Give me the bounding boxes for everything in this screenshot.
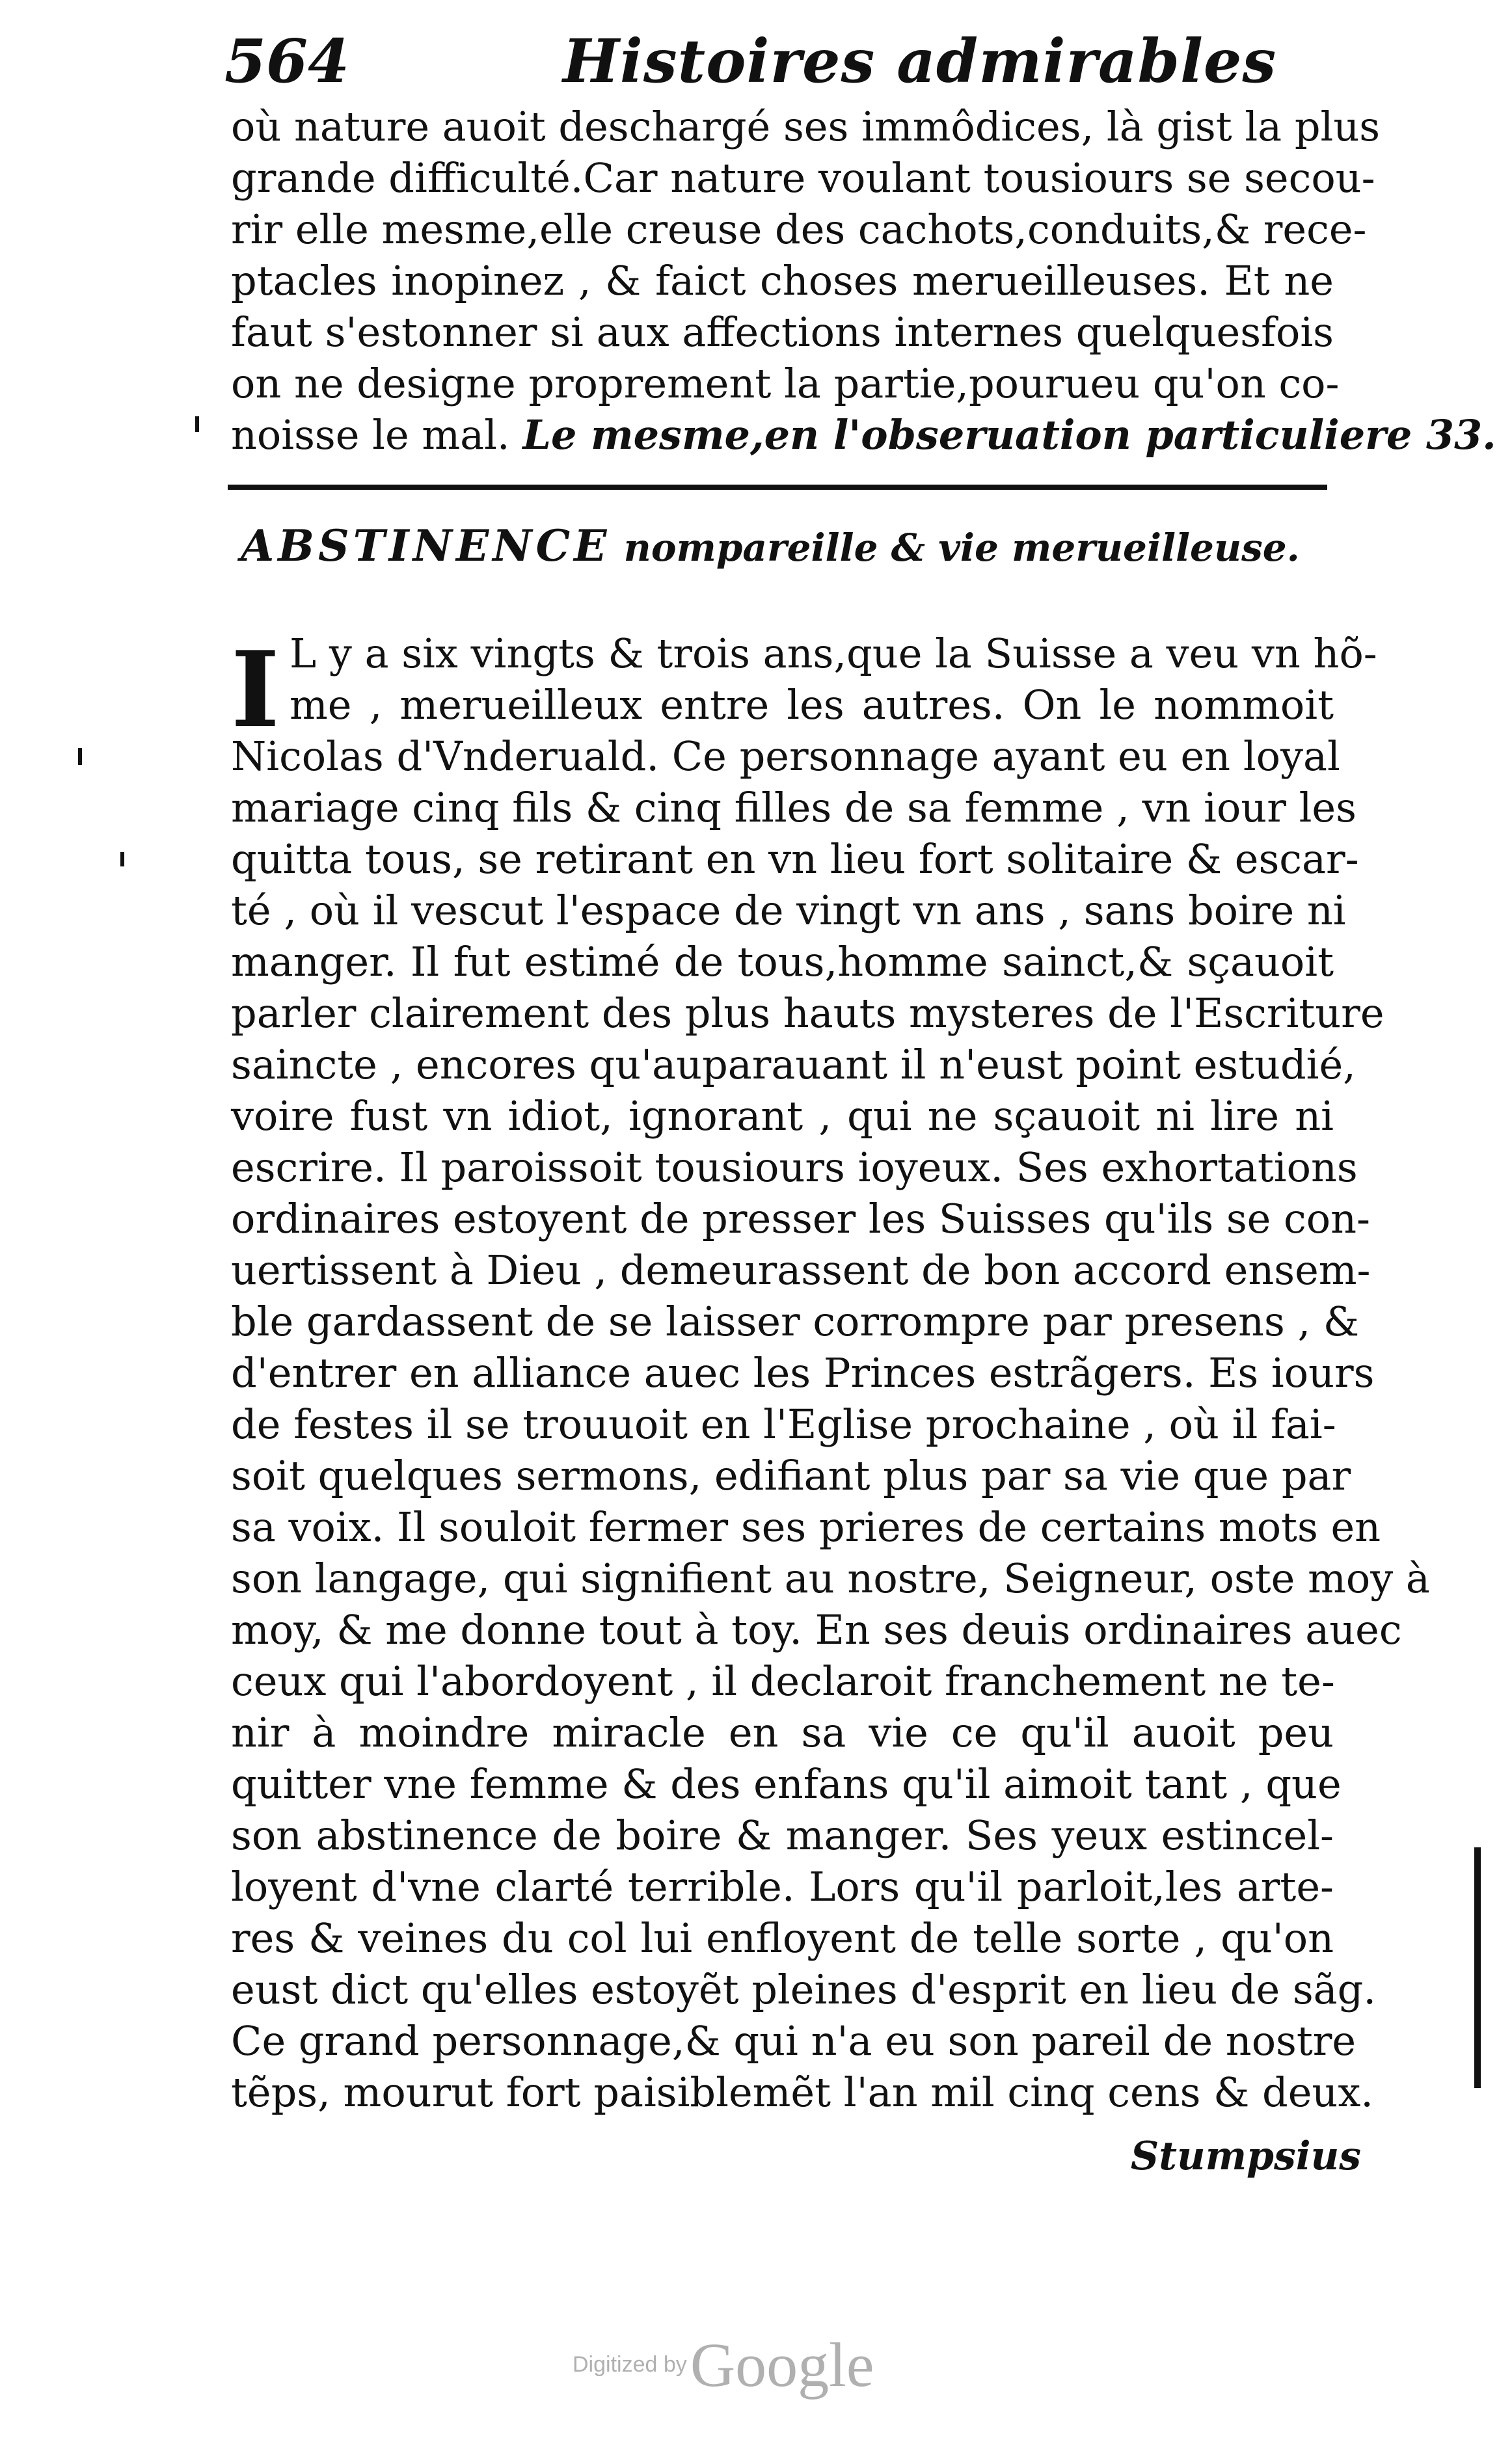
- text-line: uertissent à Dieu , demeurassent de bon accord ensem-: [231, 1246, 1371, 1294]
- text-line: tẽps, mourut fort paisiblemẽt l'an mil cinq cens & deux.: [231, 2069, 1374, 2116]
- heading-caps: ABSTINENCE: [241, 520, 611, 571]
- margin-speck: [195, 416, 199, 432]
- text-line: moy, & me donne tout à toy. En ses deuis ordinaires auec: [231, 1606, 1402, 1654]
- text-line: son langage, qui signifient au nostre, Seigneur, oste moy à: [231, 1555, 1430, 1602]
- text-line-with-source: [231, 409, 1496, 461]
- text-line: voire fust vn idiot, ignorant , qui ne sçauoit ni lire ni: [231, 1092, 1334, 1140]
- text-line: grande difficulté.Car nature voulant tousiours se secou-: [231, 154, 1375, 202]
- text-line: son abstinence de boire & manger. Ses yeux estincel-: [231, 1812, 1334, 1859]
- text-line: escrire. Il paroissoit tousiours ioyeux. Ses exhortations: [231, 1144, 1358, 1191]
- heading-rest: nompareille & vie merueilleuse.: [610, 526, 1300, 570]
- text-line: quitter vne femme & des enfans qu'il aimoit tant , que: [231, 1760, 1342, 1808]
- section-divider: [228, 485, 1327, 490]
- text-line: Nicolas d'Vnderuald. Ce personnage ayant eu en loyal: [231, 732, 1340, 780]
- text-fragment: noisse le mal.: [231, 411, 510, 459]
- text-line: res & veines du col lui enfloyent de telle sorte , qu'on: [231, 1914, 1334, 1962]
- text-line: ordinaires estoyent de presser les Suisses qu'ils se con-: [231, 1195, 1370, 1242]
- margin-speck: [78, 748, 82, 765]
- google-logo: Google: [690, 2330, 874, 2400]
- text-line: rir elle mesme,elle creuse des cachots,conduits,& rece-: [231, 206, 1367, 253]
- text-line: me , merueilleux entre les autres. On le nommoit: [290, 681, 1334, 729]
- catchword: Stumpsius: [1130, 2134, 1361, 2179]
- text-line: saincte , encores qu'auparauant il n'eust point estudié,: [231, 1041, 1356, 1088]
- text-line: ceux qui l'abordoyent , il declaroit franchement ne te-: [231, 1657, 1335, 1705]
- section-heading: [241, 520, 1334, 571]
- text-line: sa voix. Il souloit fermer ses prieres de certains mots en: [231, 1503, 1381, 1551]
- text-line: d'entrer en alliance auec les Princes estrãgers. Es iours: [231, 1349, 1375, 1397]
- drop-cap: I: [231, 628, 280, 751]
- text-line: L y a six vingts & trois ans,que la Suisse a veu vn hõ-: [290, 630, 1377, 677]
- text-line: de festes il se trouuoit en l'Eglise prochaine , où il fai-: [231, 1400, 1336, 1448]
- text-line: nir à moindre miracle en sa vie ce qu'il auoit peu: [231, 1709, 1334, 1756]
- text-line: faut s'estonner si aux affections internes quelquesfois: [231, 308, 1334, 356]
- scan-gutter-shadow: [1474, 1847, 1481, 2088]
- margin-speck: [120, 852, 124, 866]
- text-line: mariage cinq fils & cinq filles de sa femme , vn iour les: [231, 784, 1357, 831]
- text-line: parler clairement des plus hauts mysteres de l'Escriture: [231, 989, 1384, 1037]
- text-line: eust dict qu'elles estoyẽt pleines d'esprit en lieu de sãg.: [231, 1966, 1377, 2013]
- source-citation: Le mesme,en l'obseruation particuliere 33.: [522, 411, 1496, 459]
- top-paragraph: [231, 101, 1496, 461]
- text-line: ble gardassent de se laisser corrompre par presens , &: [231, 1298, 1360, 1345]
- text-line: loyent d'vne clarté terrible. Lors qu'il parloit,les arte-: [231, 1863, 1334, 1910]
- text-line: où nature auoit deschargé ses immôdices, là gist la plus: [231, 103, 1381, 150]
- body-paragraph: [231, 628, 1430, 2118]
- text-line: quitta tous, se retirant en vn lieu fort solitaire & escar-: [231, 835, 1359, 883]
- text-line: Ce grand personnage,& qui n'a eu son pareil de nostre: [231, 2017, 1357, 2065]
- watermark-prefix: Digitized by: [573, 2352, 687, 2377]
- text-line: on ne designe proprement la partie,pourueu qu'on co-: [231, 360, 1340, 407]
- running-head: [224, 26, 1291, 104]
- digitized-watermark: [573, 2329, 874, 2401]
- text-line: ptacles inopinez , & faict choses merueilleuses. Et ne: [231, 257, 1334, 304]
- page-number: 564: [224, 26, 350, 96]
- running-title: Histoires admirables: [563, 26, 1277, 96]
- text-line: manger. Il fut estimé de tous,homme sainct,& sçauoit: [231, 938, 1334, 985]
- text-line: soit quelques sermons, edifiant plus par sa vie que par: [231, 1452, 1351, 1499]
- text-line: té , où il vescut l'espace de vingt vn ans , sans boire ni: [231, 887, 1346, 934]
